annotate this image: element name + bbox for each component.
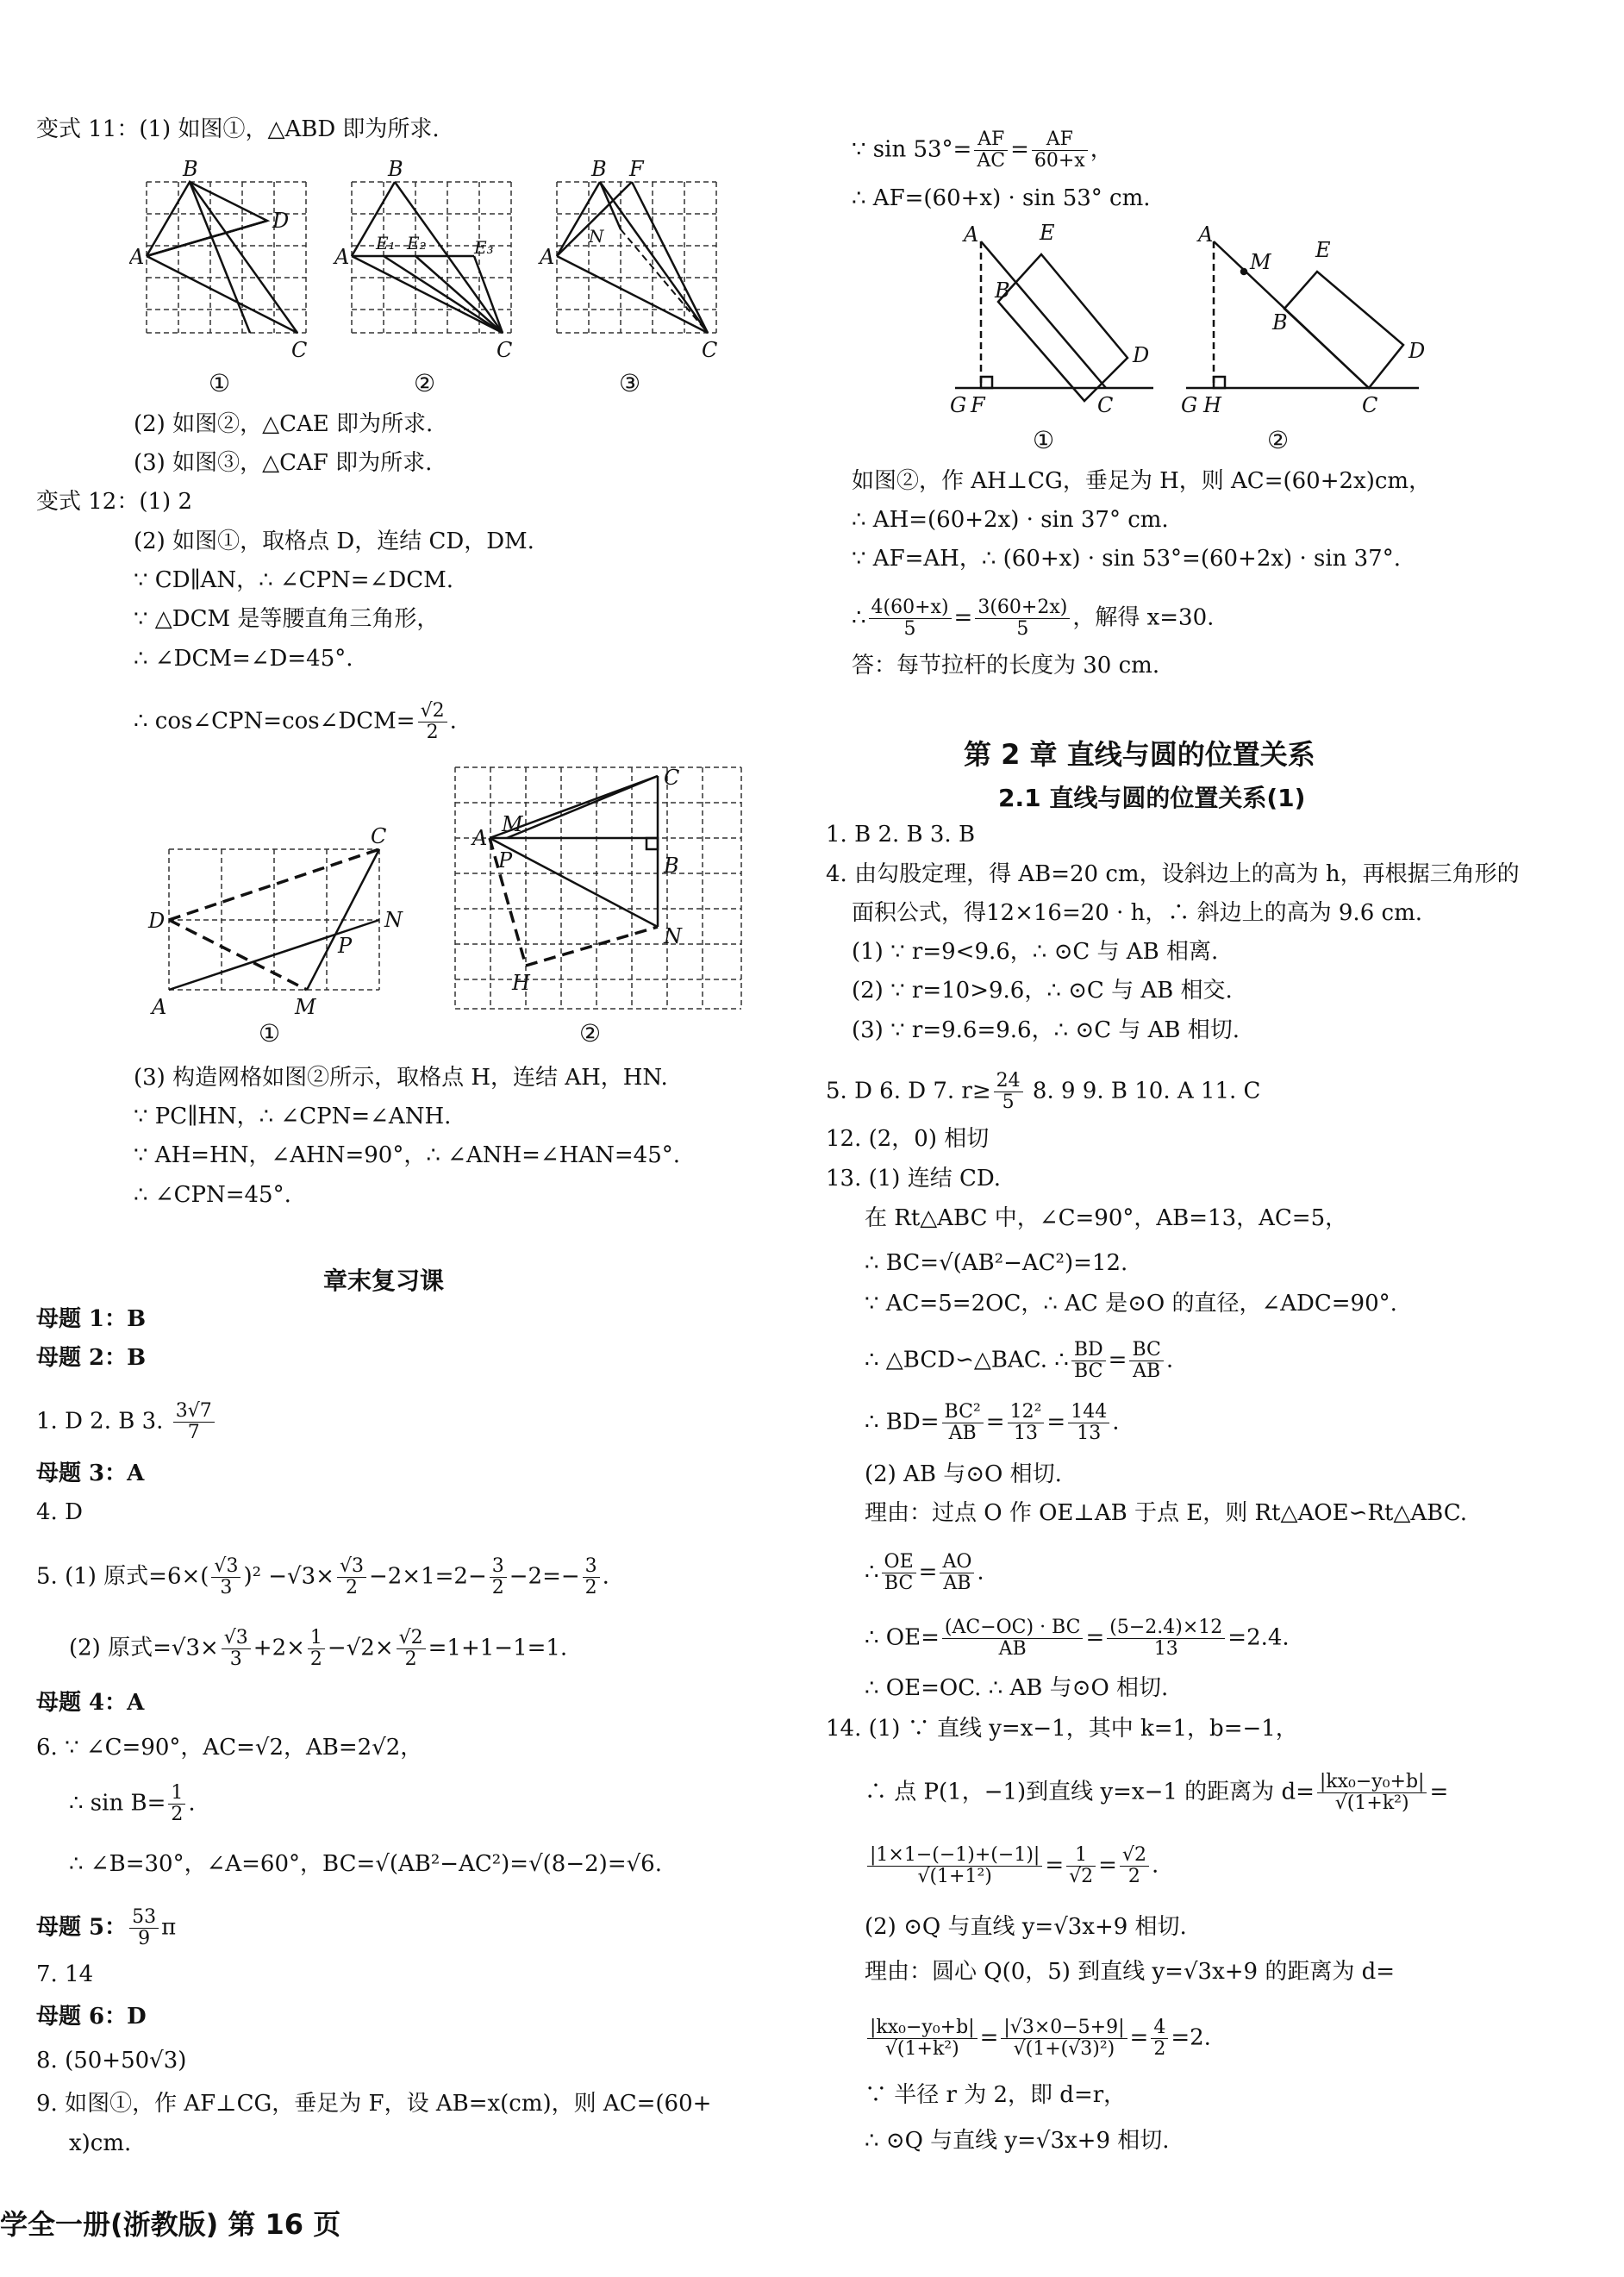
section-title: 2.1 直线与圆的位置关系(1) — [998, 784, 1306, 812]
denominator: 2 — [309, 1648, 322, 1670]
grid-12-figure-1 — [169, 849, 379, 990]
numerator: √3 — [337, 1556, 366, 1578]
denominator: 13 — [1077, 1423, 1102, 1444]
fig9-2-label-M: M — [1250, 250, 1271, 274]
fraction — [337, 1556, 366, 1598]
denominator: 2 — [1153, 2038, 1166, 2060]
right-line-4: ∴ AH=(60+2x) · sin 37° cm. — [852, 507, 1169, 533]
text: π — [161, 1914, 177, 1941]
fig9-2-label-E: E — [1315, 238, 1331, 262]
fig12-1-label-P: P — [338, 934, 353, 958]
numerator: √3 — [222, 1628, 251, 1649]
fraction — [1071, 1340, 1106, 1382]
text: +2× — [253, 1635, 305, 1661]
answer-4-line4: (2) ∵ r=10>9.6，∴ ⊙C 与 AB 相交. — [852, 978, 1233, 1004]
fig9-1-label-A: A — [964, 222, 979, 247]
right-line-3: 如图②，作 AH⊥CG，垂足为 H，则 AC=(60+2x)cm， — [852, 468, 1432, 494]
fraction — [1068, 1402, 1109, 1444]
text: (2) 原式=√3× — [69, 1635, 219, 1661]
fig-11-label-1: ① — [209, 369, 231, 397]
numerator: 12² — [1008, 1402, 1045, 1423]
text: ∴ BD= — [865, 1409, 940, 1436]
text: ∴ — [852, 604, 866, 631]
answer-5-part1 — [36, 1556, 609, 1598]
text: = — [918, 1559, 938, 1586]
fraction — [869, 597, 952, 640]
fraction — [1066, 1845, 1096, 1887]
variant-12-line10: ∴ ∠CPN=45°. — [134, 1182, 291, 1208]
numerator: OE — [882, 1552, 916, 1573]
denominator: 3 — [229, 1648, 242, 1670]
text: . — [188, 1790, 196, 1817]
fraction — [583, 1556, 600, 1598]
fig3-label-F: F — [629, 157, 644, 181]
fig-9-label-1: ① — [1033, 426, 1055, 454]
denominator: 2 — [404, 1648, 417, 1670]
fig12-2-label-C: C — [664, 766, 680, 790]
text: = — [1429, 1779, 1449, 1805]
answer-14-line2 — [865, 1772, 1448, 1814]
fraction — [418, 701, 447, 743]
fig12-1-label-M: M — [295, 995, 316, 1019]
answers-5-11 — [826, 1071, 1260, 1113]
answer-13-line3: ∴ BC=√(AB²−AC²)=12. — [865, 1250, 1128, 1276]
numerator: 144 — [1068, 1402, 1109, 1423]
fig3-label-N: N — [589, 226, 604, 247]
fraction — [490, 1556, 507, 1598]
variant-12-line6: ∴ cos∠CPN=cos∠DCM= $\frac{√2}{2}$ . — [134, 700, 457, 743]
fig-12-label-1: ① — [259, 1019, 281, 1048]
text: ∴ 点 P(1，−1)到直线 y=x−1 的距离为 d= — [865, 1779, 1315, 1805]
answer-13-line4: ∵ AC=5=2OC，∴ AC 是⊙O 的直径，∠ADC=90°. — [865, 1291, 1397, 1317]
fig1-label-D: D — [272, 209, 290, 233]
numerator: (AC−OC) · BC — [942, 1617, 1084, 1639]
numerator: 1 — [308, 1628, 325, 1649]
text: ∵ sin 53°= — [852, 136, 972, 163]
fraction — [1008, 1402, 1045, 1444]
answer-13-line1: 13. (1) 连结 CD. — [826, 1166, 1002, 1192]
text: ∴ OE= — [865, 1624, 940, 1651]
page-footer: 学全一册(浙教版) 第 16 页 — [0, 2208, 341, 2241]
denominator: AB — [943, 1573, 971, 1594]
numerator: √2 — [418, 701, 447, 723]
numerator: 3 — [490, 1556, 507, 1578]
answer-6-line1: 6. ∵ ∠C=90°，AC=√2，AB=2√2， — [36, 1735, 423, 1761]
fig9-1-label-E: E — [1040, 221, 1055, 245]
answer-12: 12. (2，0) 相切 — [826, 1126, 990, 1152]
denominator: √(1+k²) — [884, 2038, 959, 2060]
fraction — [994, 1071, 1023, 1113]
numerator: √2 — [1120, 1845, 1149, 1867]
text: −√2× — [327, 1635, 394, 1661]
text: −2=− — [509, 1563, 580, 1590]
answer-8: 8. (50+50√3) — [36, 2048, 187, 2074]
fig9-2-label-D: D — [1409, 339, 1426, 363]
variant-12-line9: ∵ AH=HN，∠AHN=90°，∴ ∠ANH=∠HAN=45°. — [134, 1142, 681, 1168]
answer-13-line6 — [865, 1402, 1119, 1444]
denominator: BC — [1074, 1361, 1103, 1382]
fraction — [129, 1907, 159, 1949]
fraction — [173, 1401, 215, 1443]
fig-11-label-2: ② — [414, 369, 436, 397]
text: =2.4. — [1227, 1624, 1290, 1651]
numerator: 24 — [994, 1071, 1023, 1092]
mother-question-4: 母题 4：A — [36, 1690, 145, 1716]
numerator: BC — [1129, 1340, 1163, 1361]
fig3-label-A: A — [540, 245, 555, 269]
fraction — [975, 597, 1070, 640]
fig2-label-B: B — [388, 157, 403, 181]
fig9-2-label-H: H — [1203, 393, 1221, 417]
section-answers-1-3: 1. B 2. B 3. B — [826, 822, 976, 848]
answer-4-line3: (1) ∵ r=9<9.6，∴ ⊙C 与 AB 相离. — [852, 939, 1219, 965]
fraction — [308, 1628, 325, 1670]
fig3-label-C: C — [702, 338, 718, 362]
text: = — [1098, 1852, 1117, 1879]
answer-14-line3 — [865, 1845, 1159, 1887]
text: = — [1045, 1852, 1065, 1879]
review-title: 章末复习课 — [323, 1267, 445, 1295]
fig1-label-C: C — [291, 338, 308, 362]
denominator: 9 — [138, 1928, 151, 1949]
numerator: 1 — [168, 1783, 185, 1805]
answer-14-line5: 理由：圆心 Q(0，5) 到直线 y=√3x+9 的距离为 d= — [865, 1959, 1396, 1985]
denominator: 2 — [1127, 1866, 1140, 1887]
fig-12-label-2: ② — [579, 1019, 602, 1048]
numerator: AF — [1032, 129, 1088, 151]
text: . — [602, 1563, 609, 1590]
fraction — [1129, 1340, 1163, 1382]
answer-14-line8: ∴ ⊙Q 与直线 y=√3x+9 相切. — [865, 2128, 1170, 2154]
fig12-1-label-N: N — [384, 908, 403, 932]
fig12-2-label-P: P — [498, 848, 513, 873]
numerator: AF — [974, 129, 1008, 151]
variant-12-line7: (3) 构造网格如图②所示，取格点 H，连结 AH，HN. — [134, 1065, 668, 1091]
fig3-label-B: B — [591, 157, 607, 181]
fig1-label-A: A — [129, 245, 145, 269]
fraction — [1032, 129, 1088, 172]
denominator: √(1+1²) — [917, 1866, 992, 1887]
text: 母题 5： — [36, 1914, 128, 1941]
answer-5-part2 — [69, 1628, 567, 1670]
denominator: 7 — [187, 1422, 200, 1443]
numerator: |1×1−(−1)+(−1)| — [867, 1845, 1042, 1867]
answer-9-line1: 9. 如图①，作 AF⊥CG，垂足为 F，设 AB=x(cm)，则 AC=(60+ — [36, 2091, 712, 2117]
answer-6-line2 — [69, 1783, 196, 1825]
fraction — [168, 1783, 185, 1825]
fraction — [397, 1628, 426, 1670]
text: = — [985, 1409, 1005, 1436]
fraction — [1151, 2017, 1168, 2060]
denominator: 2 — [584, 1577, 597, 1598]
numerator: AO — [940, 1552, 974, 1573]
numerator: 4 — [1151, 2017, 1168, 2039]
fig2-label-A: A — [334, 245, 350, 269]
fig12-1-label-A: A — [152, 995, 167, 1019]
fig12-1-label-D: D — [148, 909, 166, 933]
answer-14-line6 — [865, 2017, 1211, 2060]
variant-11-figures — [129, 152, 750, 402]
fig2-label-E1: E₁ — [376, 233, 396, 253]
text: ， — [1090, 136, 1113, 163]
fig1-label-B: B — [183, 157, 198, 181]
mother-question-6: 母题 6：D — [36, 2004, 147, 2030]
answer-14-line4: (2) ⊙Q 与直线 y=√3x+9 相切. — [865, 1914, 1187, 1940]
variant-11-part1: 变式 11：(1) 如图①，△ABD 即为所求. — [36, 116, 440, 142]
text: ∴ — [865, 1559, 879, 1586]
text: 5. D 6. D 7. r≥ — [826, 1078, 991, 1104]
answer-4-line5: (3) ∵ r=9.6=9.6，∴ ⊙C 与 AB 相切. — [852, 1017, 1240, 1043]
numerator: |kx₀−y₀+b| — [1317, 1772, 1427, 1793]
variant-12-line4: ∵ △DCM 是等腰直角三角形， — [134, 606, 440, 632]
denominator: 2 — [345, 1577, 358, 1598]
text: . — [1165, 1347, 1174, 1373]
right-line-1 — [852, 129, 1113, 172]
denominator: √2 — [1069, 1866, 1094, 1887]
answer-14-line7: ∵ 半径 r 为 2，即 d=r， — [865, 2082, 1127, 2108]
fraction — [882, 1552, 916, 1594]
fraction — [1317, 1772, 1427, 1814]
mother-question-3: 母题 3：A — [36, 1461, 145, 1486]
fig9-1-label-D: D — [1133, 343, 1150, 367]
text: . — [977, 1559, 984, 1586]
answers-1-3 — [36, 1401, 217, 1443]
fig9-1-label-B: B — [995, 278, 1010, 303]
variant-12-line8: ∵ PC∥HN，∴ ∠CPN=∠ANH. — [134, 1104, 452, 1129]
fig2-label-E3: E₃ — [474, 237, 494, 258]
numerator: |kx₀−y₀+b| — [867, 2017, 978, 2039]
fig9-1-label-C: C — [1097, 393, 1114, 417]
numerator: 53 — [129, 1907, 159, 1929]
denominator: 13 — [1013, 1423, 1038, 1444]
numerator: 3(60+2x) — [975, 597, 1070, 619]
pull-rod-figures — [946, 216, 1429, 466]
answer-13-line2: 在 Rt△ABC 中，∠C=90°，AB=13，AC=5， — [865, 1205, 1348, 1231]
right-line-6 — [852, 597, 1214, 640]
variant-12-line3: ∵ CD∥AN，∴ ∠CPN=∠DCM. — [134, 567, 454, 593]
denominator: BC — [884, 1573, 914, 1594]
right-line-7: 答：每节拉杆的长度为 30 cm. — [852, 653, 1160, 679]
text: = — [979, 2024, 999, 2051]
variant-12-figures — [138, 759, 776, 1052]
answer-13-line9 — [865, 1552, 984, 1594]
answer-4: 4. D — [36, 1499, 83, 1525]
variant-11-part2: (2) 如图②，△CAE 即为所求. — [134, 411, 434, 437]
answer-9-line2: x)cm. — [69, 2130, 132, 2156]
fraction — [211, 1556, 240, 1598]
fig9-1-label-F: F — [971, 393, 985, 417]
fraction — [1001, 2017, 1127, 2060]
variant-12-part1: 变式 12：(1) 2 — [36, 489, 192, 515]
fraction — [974, 129, 1008, 172]
numerator: 1 — [1066, 1845, 1096, 1867]
variant-12-line5: ∴ ∠DCM=∠D=45°. — [134, 646, 353, 672]
text: = — [1129, 2024, 1149, 2051]
denominator: 2 — [426, 722, 439, 743]
fraction — [1107, 1617, 1225, 1660]
denominator: 60+x — [1034, 150, 1085, 172]
text: . — [1151, 1852, 1159, 1879]
numerator: 3 — [583, 1556, 600, 1578]
numerator: BC² — [942, 1402, 984, 1423]
denominator: 5 — [903, 618, 916, 640]
fig9-2-label-B: B — [1272, 310, 1288, 335]
grid-12-figure-2 — [455, 767, 741, 1009]
denominator: 2 — [171, 1804, 184, 1825]
text: = — [1046, 1409, 1066, 1436]
answer-7: 7. 14 — [36, 1961, 94, 1987]
text: = — [1108, 1347, 1127, 1373]
numerator: 3√7 — [173, 1401, 215, 1423]
answer-14-line1: 14. (1) ∵ 直线 y=x−1，其中 k=1，b=−1， — [826, 1716, 1298, 1742]
fig12-2-label-B: B — [664, 854, 679, 878]
text: ，解得 x=30. — [1072, 604, 1215, 631]
answer-13-line7: (2) AB 与⊙O 相切. — [865, 1461, 1062, 1487]
denominator: AB — [1133, 1361, 1161, 1382]
fig9-2-label-G: G — [1181, 393, 1198, 417]
answer-13-line8: 理由：过点 O 作 OE⊥AB 于点 E，则 Rt△AOE∽Rt△ABC. — [865, 1500, 1468, 1526]
denominator: √(1+(√3)²) — [1013, 2038, 1115, 2060]
text: = — [953, 604, 973, 631]
denominator: 5 — [1002, 1092, 1015, 1113]
denominator: AB — [998, 1638, 1027, 1660]
right-line-2: ∴ AF=(60+x) · sin 53° cm. — [852, 185, 1151, 211]
denominator: AB — [948, 1423, 977, 1444]
numerator: √2 — [397, 1628, 426, 1649]
fraction — [222, 1628, 251, 1670]
text: = — [1010, 136, 1029, 163]
fig-11-label-3: ③ — [619, 369, 641, 397]
variant-11-part3: (3) 如图③，△CAF 即为所求. — [134, 450, 433, 476]
answer-13-line10 — [865, 1617, 1290, 1660]
answer-4-line1: 4. 由勾股定理，得 AB=20 cm，设斜边上的高为 h，再根据三角形的 — [826, 861, 1520, 887]
text: =2. — [1171, 2024, 1211, 2051]
denominator: 5 — [1016, 618, 1029, 640]
fig12-2-label-N: N — [664, 924, 682, 948]
fig9-2-label-C: C — [1362, 393, 1378, 417]
text: −2×1=2− — [368, 1563, 487, 1590]
fig2-label-E2: E₂ — [407, 233, 427, 253]
numerator: BD — [1071, 1340, 1106, 1361]
text: 5. (1) 原式=6×( — [36, 1563, 209, 1590]
mother-question-1: 母题 1：B — [36, 1306, 147, 1332]
text: =1+1−1=1. — [428, 1635, 568, 1661]
fig12-2-label-H: H — [512, 971, 530, 995]
answer-6-line3: ∴ ∠B=30°，∠A=60°，BC=√(AB²−AC²)=√(8−2)=√6. — [69, 1851, 662, 1877]
fraction — [867, 1845, 1042, 1887]
fig12-1-label-C: C — [371, 824, 387, 848]
denominator: AC — [977, 150, 1006, 172]
fig9-1-label-G: G — [950, 393, 967, 417]
fig9-2-label-A: A — [1198, 222, 1214, 247]
denominator: 2 — [491, 1577, 504, 1598]
denominator: 13 — [1153, 1638, 1178, 1660]
fraction — [1120, 1845, 1149, 1887]
denominator: √(1+k²) — [1334, 1792, 1409, 1814]
text: ∴ △BCD∽△BAC. ∴ — [865, 1347, 1069, 1373]
variant-12-line2: (2) 如图①，取格点 D，连结 CD，DM. — [134, 529, 534, 554]
fig2-label-C: C — [497, 338, 513, 362]
fig-9-label-2: ② — [1267, 426, 1290, 454]
numerator: 4(60+x) — [869, 597, 952, 619]
text: )² −√3× — [243, 1563, 334, 1590]
denominator: 3 — [220, 1577, 233, 1598]
answer-13-line11: ∴ OE=OC. ∴ AB 与⊙O 相切. — [865, 1675, 1169, 1701]
answer-13-line5 — [865, 1340, 1173, 1382]
fraction — [942, 1617, 1084, 1660]
numerator: √3 — [211, 1556, 240, 1578]
numerator: |√3×0−5+9| — [1001, 2017, 1127, 2039]
chapter-title: 第 2 章 直线与圆的位置关系 — [964, 738, 1315, 771]
mother-question-5 — [36, 1907, 176, 1949]
answers-text: 1. D 2. B 3. — [36, 1408, 164, 1435]
fraction — [867, 2017, 978, 2060]
numerator: (5−2.4)×12 — [1107, 1617, 1225, 1639]
fig12-2-label-M: M — [502, 812, 523, 836]
text: = — [1085, 1624, 1105, 1651]
text: 8. 9 9. B 10. A 11. C — [1025, 1078, 1261, 1104]
mother-question-2: 母题 2：B — [36, 1345, 147, 1371]
text: . — [1112, 1409, 1120, 1436]
fig12-2-label-A: A — [472, 826, 488, 850]
text: ∴ sin B= — [69, 1790, 166, 1817]
fraction — [940, 1552, 974, 1594]
right-line-5: ∵ AF=AH，∴ (60+x) · sin 53°=(60+2x) · sin 37°. — [852, 546, 1401, 572]
cos-text: ∴ cos∠CPN=cos∠DCM= — [134, 708, 415, 735]
fraction — [942, 1402, 984, 1444]
answer-4-line2: 面积公式，得12×16=20 · h，∴ 斜边上的高为 9.6 cm. — [852, 900, 1422, 926]
